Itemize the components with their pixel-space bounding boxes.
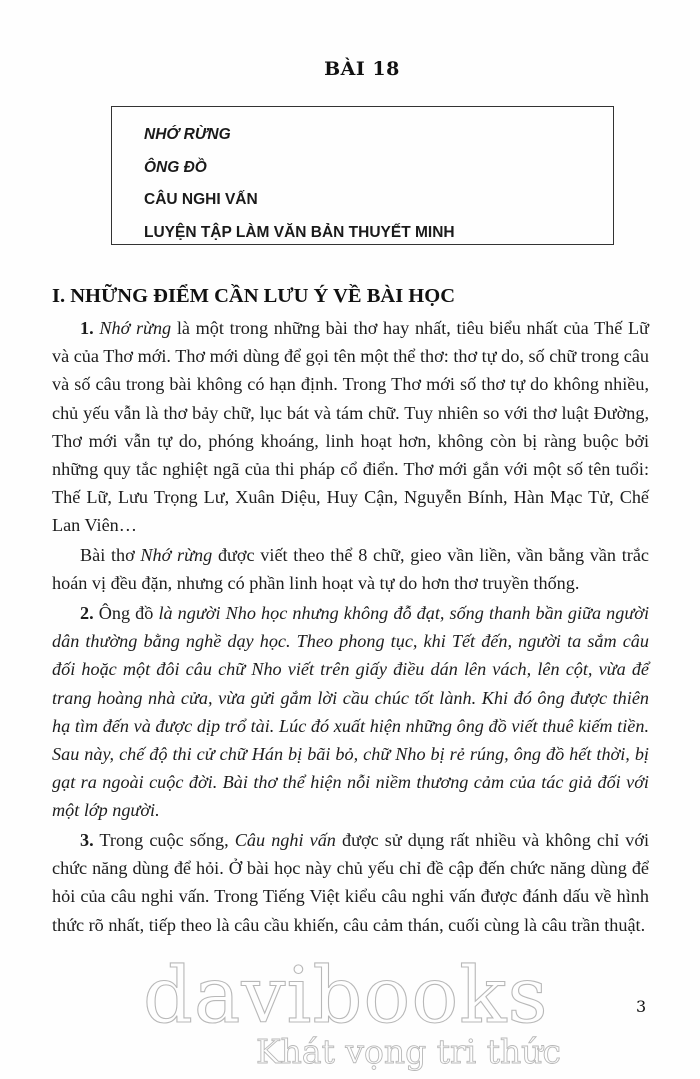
poem-title: Nhớ rừng (99, 318, 172, 338)
paragraph-lead: Trong cuộc sống, (93, 830, 235, 850)
paragraph-3 (52, 826, 649, 939)
paragraph-text: là một trong những bài thơ hay nhất, tiêu biểu nhất của Thế Lữ và của Thơ mới. Thơ mới dùng để gọi tên một thể thơ: thơ tự do, số chữ trong câu và số câu trong bài không có hạn định. Trong Thơ mới số thơ tự do không nhiều, chủ yếu vẫn là thơ bảy chữ, lục bát và tám chữ. Tuy nhiên so với thơ luật Đường, Thơ mới vẫn tự do, phóng khoáng, linh hoạt hơn, không còn bị ràng buộc bởi những quy tắc nghiệt ngã của thi pháp cổ điển. Thơ mới gắn với một số tên tuổi: Thế Lữ, Lưu Trọng Lư, Xuân Diệu, Huy Cận, Nguyễn Bính, Hàn Mạc Tử, Chế Lan Viên… (52, 318, 650, 536)
paragraph-number: 1. (80, 318, 94, 338)
paragraph-number: 3. (80, 830, 94, 850)
lesson-title: BÀI 18 (324, 58, 400, 80)
topic-luyen-tap: LUYỆN TẬP LÀM VĂN BẢN THUYẾT MINH (144, 223, 455, 241)
watermark-brand: davibooks (143, 951, 549, 1041)
paragraph-lead: Bài thơ (80, 545, 141, 565)
paragraph-text: được sử dụng rất nhiều và không chỉ với chức năng dùng để hỏi. Ở bài học này chủ yếu chỉ đề cập đến chức năng dùng để hỏi của câu nghi vấn. Trong Tiếng Việt kiểu câu nghi vấn được đánh dấu về hình thức rõ nhất, tiếp theo là câu cầu khiến, câu cảm thán, cuối cùng là câu trần thuật. (52, 830, 649, 935)
paragraph-number: 2. (80, 603, 94, 623)
topic-ong-do: ÔNG ĐỒ (144, 158, 207, 176)
paragraph-text: là người Nho học nhưng không đỗ đạt, sống thanh bần giữa người dân thường bằng nghề dạy học. Theo phong tục, khi Tết đến, người ta sắm câu đối hoặc một đôi câu chữ Nho viết trên giấy điều dán lên vách, lên cột, vừa để trang hoàng nhà cửa, vừa gửi gắm lời cầu chúc tốt lành. Khi đó ông được thiên hạ tìm đến và được dịp trổ tài. Lúc đó xuất hiện những ông đồ viết thuê kiếm tiền. Sau này, chế độ thi cử chữ Hán bị bãi bỏ, chữ Nho bị rẻ rúng, ông đồ hết thời, bị gạt ra ngoài cuộc đời. Bài thơ thể hiện nỗi niềm thương cảm của tác giả đối với một lớp người. (52, 603, 649, 821)
paragraph-1 (52, 314, 649, 540)
poem-title: Nhớ rừng (140, 545, 213, 565)
page-number: 3 (636, 997, 647, 1016)
poem-title: Ông đồ (93, 603, 154, 623)
watermark-slogan: Khát vọng tri thức (256, 1032, 562, 1071)
topic-title: Câu nghi vấn (234, 830, 336, 850)
section-heading: I. NHỮNG ĐIỂM CẦN LƯU Ý VỀ BÀI HỌC (52, 285, 455, 307)
paragraph-1b (52, 541, 649, 597)
topic-nho-rung: NHỚ RỪNG (144, 126, 231, 143)
paragraph-text: được viết theo thể 8 chữ, gieo vần liền, vần bằng vần trắc hoán vị đều đặn, nhưng có phần linh hoạt và tự do hơn thơ truyền thống. (52, 545, 649, 594)
paragraph-2 (52, 599, 649, 825)
lesson-topics-box (111, 106, 614, 245)
topic-cau-nghi-van: CÂU NGHI VẤN (144, 191, 258, 208)
